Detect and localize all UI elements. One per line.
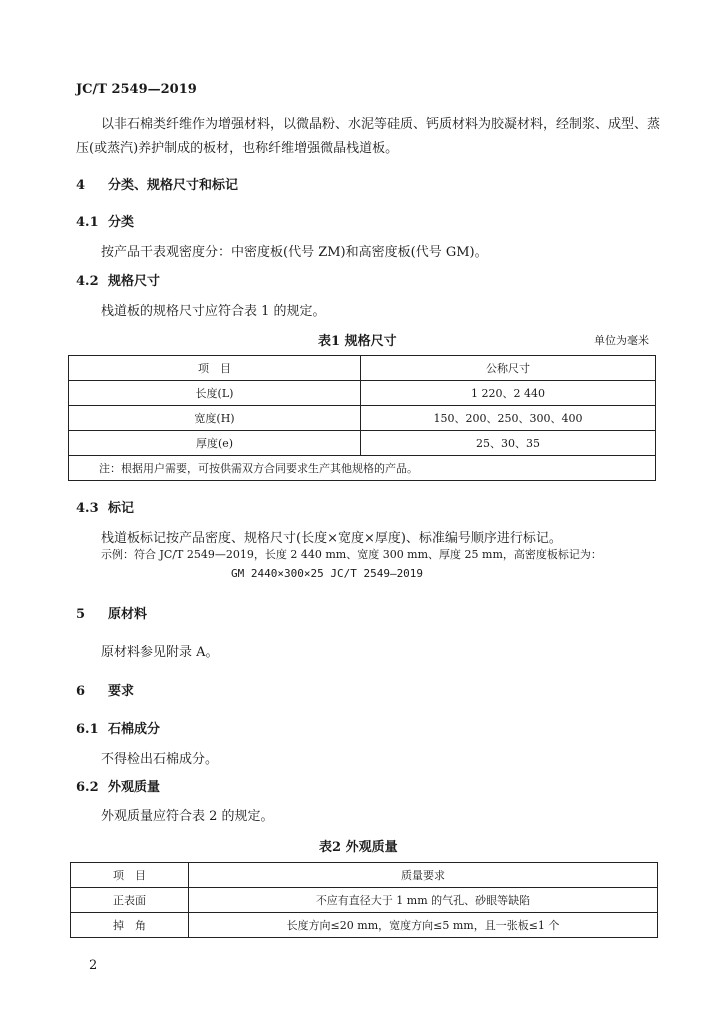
- marking-example-code: GM 2440×300×25 JC/T 2549—2019: [231, 567, 424, 580]
- section-4-3-heading: [76, 497, 134, 516]
- marking-example: 示例：符合 JC/T 2549—2019，长度 2 440 mm、宽度 300 mm、厚度 25 mm，高密度板标记为：: [101, 548, 602, 561]
- table-cell: 掉 角: [71, 913, 189, 938]
- table-header-row: [71, 863, 658, 888]
- table-row: [69, 406, 656, 431]
- section-title: 石棉成分: [108, 722, 161, 737]
- section-4-heading: [76, 174, 238, 193]
- section-title: 规格尺寸: [108, 274, 161, 289]
- section-5-text: 原材料参见附录 A。: [101, 645, 219, 660]
- table-1: [68, 355, 656, 481]
- table-note-row: [69, 456, 656, 481]
- section-number: 6.2: [76, 780, 99, 795]
- table-1-unit: 单位为毫米: [594, 334, 649, 347]
- section-4-2-text: 栈道板的规格尺寸应符合表 1 的规定。: [101, 304, 326, 319]
- table-cell: 150、200、250、300、400: [361, 406, 656, 431]
- section-title: 标记: [108, 501, 135, 516]
- table-header-cell: 公称尺寸: [361, 356, 656, 381]
- section-number: 4.3: [76, 501, 99, 516]
- section-number: 4.1: [76, 215, 99, 230]
- section-number: 4.2: [76, 274, 99, 289]
- section-number: 6: [76, 684, 86, 699]
- table-header-cell: 项 目: [71, 863, 189, 888]
- page-number: 2: [89, 958, 98, 973]
- table-cell: 长度方向≤20 mm，宽度方向≤5 mm，且一张板≤1 个: [189, 913, 658, 938]
- table-header-row: [69, 356, 656, 381]
- section-6-1-heading: [76, 718, 160, 737]
- table-row: [71, 913, 658, 938]
- section-4-3-text: 栈道板标记按产品密度、规格尺寸(长度×宽度×厚度)、标准编号顺序进行标记。: [101, 531, 562, 546]
- section-4-2-heading: [76, 270, 160, 289]
- table-note: 注：根据用户需要，可按供需双方合同要求生产其他规格的产品。: [69, 456, 656, 481]
- section-5-heading: [76, 603, 147, 622]
- table-2-caption: 表2 外观质量: [319, 840, 398, 855]
- section-number: 4: [76, 178, 86, 193]
- section-number: 5: [76, 607, 86, 622]
- table-row: [71, 888, 658, 913]
- section-title: 要求: [108, 684, 135, 699]
- table-cell: 正表面: [71, 888, 189, 913]
- section-title: 分类、规格尺寸和标记: [108, 178, 239, 193]
- section-6-1-text: 不得检出石棉成分。: [101, 752, 219, 767]
- section-title: 原材料: [108, 607, 148, 622]
- table-cell: 宽度(H): [69, 406, 361, 431]
- table-2: [70, 862, 658, 938]
- table-cell: 厚度(e): [69, 431, 361, 456]
- section-number: 6.1: [76, 722, 99, 737]
- table-header-cell: 项 目: [69, 356, 361, 381]
- section-4-1-text: 按产品干表观密度分：中密度板(代号 ZM)和高密度板(代号 GM)。: [101, 245, 488, 260]
- section-title: 分类: [108, 215, 135, 230]
- intro-line-2: 压(或蒸汽)养护制成的板材，也称纤维增强微晶栈道板。: [76, 141, 399, 156]
- section-6-2-heading: [76, 776, 160, 795]
- intro-line-1: 以非石棉类纤维作为增强材料，以微晶粉、水泥等硅质、钙质材料为胶凝材料，经制浆、成型、蒸: [101, 117, 661, 132]
- section-4-1-heading: [76, 211, 134, 230]
- section-title: 外观质量: [108, 780, 161, 795]
- table-cell: 不应有直径大于 1 mm 的气孔、砂眼等缺陷: [189, 888, 658, 913]
- section-6-2-text: 外观质量应符合表 2 的规定。: [101, 809, 274, 824]
- table-row: [69, 381, 656, 406]
- document-header: JC/T 2549—2019: [76, 82, 197, 97]
- table-cell: 1 220、2 440: [361, 381, 656, 406]
- table-cell: 25、30、35: [361, 431, 656, 456]
- section-6-heading: [76, 680, 134, 699]
- table-header-cell: 质量要求: [189, 863, 658, 888]
- table-row: [69, 431, 656, 456]
- table-cell: 长度(L): [69, 381, 361, 406]
- table-1-caption: 表1 规格尺寸: [318, 334, 397, 349]
